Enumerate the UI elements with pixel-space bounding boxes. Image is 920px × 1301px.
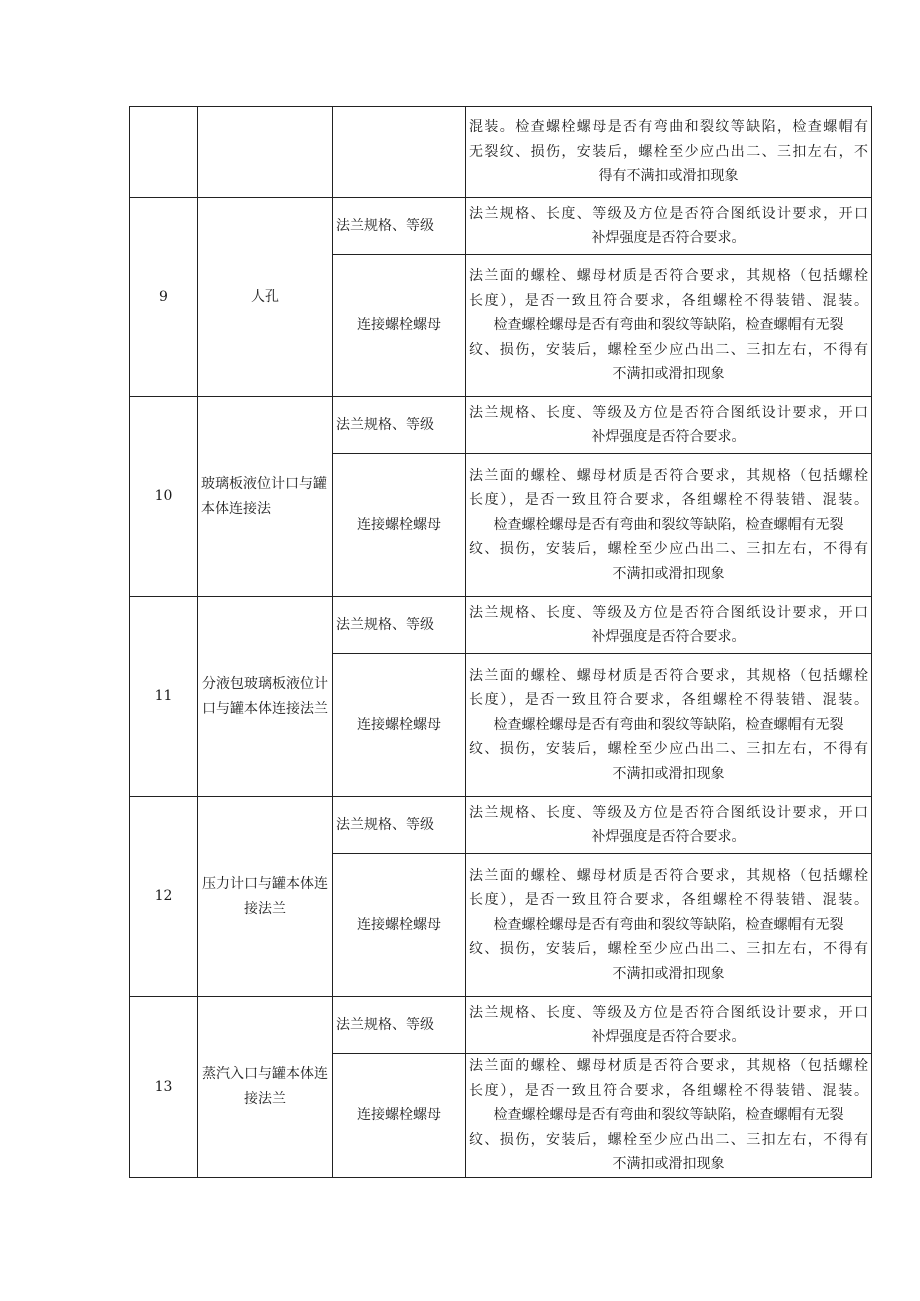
requirement-line: 检查螺栓螺母是否有弯曲和裂纹等缺陷，检查螺帽有无裂 — [493, 716, 844, 733]
requirement-line: 纹、损伤，安装后，螺栓至少应凸出二、三扣左右，不得有 — [469, 1131, 868, 1148]
requirement-line: 法兰规格、长度、等级及方位是否符合图纸设计要求，开口 — [469, 205, 868, 222]
check-item-bolt: 连接螺栓螺母 — [333, 1054, 466, 1178]
check-item-bolt: 连接螺栓螺母 — [333, 654, 466, 797]
requirement-line: 法兰规格、长度、等级及方位是否符合图纸设计要求，开口 — [469, 404, 868, 421]
check-item-bolt: 连接螺栓螺母 — [333, 454, 466, 597]
item-name-cell: 蒸汽入口与罐本体连接法兰 — [198, 997, 333, 1178]
row-number-cell: 13 — [130, 997, 198, 1178]
requirement-line: 法兰面的螺栓、螺母材质是否符合要求，其规格（包括螺栓 — [469, 467, 868, 484]
requirement-line: 法兰面的螺栓、螺母材质是否符合要求，其规格（包括螺栓 — [469, 1058, 868, 1074]
requirement-line: 长度），是否一致且符合要求，各组螺栓不得装错、混装。 — [469, 292, 868, 309]
requirement-line: 检查螺栓螺母是否有弯曲和裂纹等缺陷，检查螺帽有无裂 — [493, 516, 844, 533]
requirement-cell — [466, 797, 872, 854]
requirement-cell — [466, 854, 872, 997]
item-name-cell: 分液包玻璃板液位计口与罐本体连接法兰 — [198, 597, 333, 797]
inspection-table — [129, 106, 872, 1178]
item-name-cell: 人孔 — [198, 198, 333, 397]
check-item-flange: 法兰规格、等级 — [333, 797, 466, 854]
requirement-line: 补焊强度是否符合要求。 — [591, 230, 746, 246]
requirement-cell — [466, 997, 872, 1054]
row-number-cell: 12 — [130, 797, 198, 997]
requirement-line: 得有不满扣或滑扣现象 — [598, 168, 739, 185]
requirement-cell — [466, 198, 872, 255]
row-number-cell: 11 — [130, 597, 198, 797]
table-row-continued — [130, 107, 872, 198]
requirement-line: 纹、损伤，安装后，螺栓至少应凸出二、三扣左右，不得有 — [469, 741, 868, 758]
requirement-line: 混装。检查螺栓螺母是否有弯曲和裂纹等缺陷，检查螺帽有 — [469, 119, 868, 136]
check-item-cell — [333, 107, 466, 198]
table-row — [130, 198, 872, 255]
row-number-cell: 10 — [130, 397, 198, 597]
table-row — [130, 397, 872, 454]
requirement-line: 不满扣或滑扣现象 — [612, 965, 725, 982]
row-number-cell — [130, 107, 198, 198]
requirement-cell — [466, 597, 872, 654]
requirement-line: 补焊强度是否符合要求。 — [591, 829, 746, 845]
requirement-line: 检查螺栓螺母是否有弯曲和裂纹等缺陷，检查螺帽有无裂 — [493, 916, 844, 933]
check-item-flange: 法兰规格、等级 — [333, 997, 466, 1054]
table-row — [130, 597, 872, 654]
requirement-cell — [466, 107, 872, 198]
requirement-line: 不满扣或滑扣现象 — [612, 765, 725, 782]
requirement-line: 纹、损伤，安装后，螺栓至少应凸出二、三扣左右，不得有 — [469, 941, 868, 958]
requirement-cell — [466, 454, 872, 597]
requirement-line: 法兰规格、长度、等级及方位是否符合图纸设计要求，开口 — [469, 1004, 868, 1021]
requirement-line: 补焊强度是否符合要求。 — [591, 429, 746, 445]
requirement-line: 不满扣或滑扣现象 — [612, 565, 725, 582]
requirement-line: 补焊强度是否符合要求。 — [591, 629, 746, 645]
check-item-flange: 法兰规格、等级 — [333, 397, 466, 454]
requirement-line: 检查螺栓螺母是否有弯曲和裂纹等缺陷，检查螺帽有无裂 — [493, 317, 844, 334]
requirement-line: 不满扣或滑扣现象 — [612, 366, 725, 383]
requirement-line: 法兰面的螺栓、螺母材质是否符合要求，其规格（包括螺栓 — [469, 667, 868, 684]
check-item-flange: 法兰规格、等级 — [333, 198, 466, 255]
requirement-line: 补焊强度是否符合要求。 — [591, 1029, 746, 1045]
requirement-cell — [466, 654, 872, 797]
requirement-line: 法兰面的螺栓、螺母材质是否符合要求，其规格（包括螺栓 — [469, 268, 868, 285]
requirement-line: 长度），是否一致且符合要求，各组螺栓不得装错、混装。 — [469, 892, 868, 909]
requirement-cell — [466, 1054, 872, 1178]
requirement-line: 长度），是否一致且符合要求，各组螺栓不得装错、混装。 — [469, 692, 868, 709]
requirement-cell — [466, 397, 872, 454]
table-row — [130, 797, 872, 854]
check-item-bolt: 连接螺栓螺母 — [333, 854, 466, 997]
requirement-line: 无裂纹、损伤，安装后，螺栓至少应凸出二、三扣左右，不 — [469, 143, 868, 160]
check-item-bolt: 连接螺栓螺母 — [333, 255, 466, 397]
requirement-line: 纹、损伤，安装后，螺栓至少应凸出二、三扣左右，不得有 — [469, 541, 868, 558]
requirement-line: 长度），是否一致且符合要求，各组螺栓不得装错、混装。 — [469, 1082, 868, 1099]
item-name-cell — [198, 107, 333, 198]
item-name-cell: 压力计口与罐本体连接法兰 — [198, 797, 333, 997]
row-number-cell: 9 — [130, 198, 198, 397]
item-name-cell: 玻璃板液位计口与罐本体连接法 — [198, 397, 333, 597]
requirement-line: 法兰面的螺栓、螺母材质是否符合要求，其规格（包括螺栓 — [469, 867, 868, 884]
requirement-line: 法兰规格、长度、等级及方位是否符合图纸设计要求，开口 — [469, 804, 868, 821]
requirement-line: 长度），是否一致且符合要求，各组螺栓不得装错、混装。 — [469, 492, 868, 509]
requirement-line: 不满扣或滑扣现象 — [612, 1156, 725, 1172]
requirement-line: 纹、损伤，安装后，螺栓至少应凸出二、三扣左右，不得有 — [469, 341, 868, 358]
check-item-flange: 法兰规格、等级 — [333, 597, 466, 654]
requirement-cell — [466, 255, 872, 397]
requirement-line: 检查螺栓螺母是否有弯曲和裂纹等缺陷，检查螺帽有无裂 — [493, 1107, 844, 1123]
requirement-line: 法兰规格、长度、等级及方位是否符合图纸设计要求，开口 — [469, 604, 868, 621]
table-row — [130, 997, 872, 1054]
